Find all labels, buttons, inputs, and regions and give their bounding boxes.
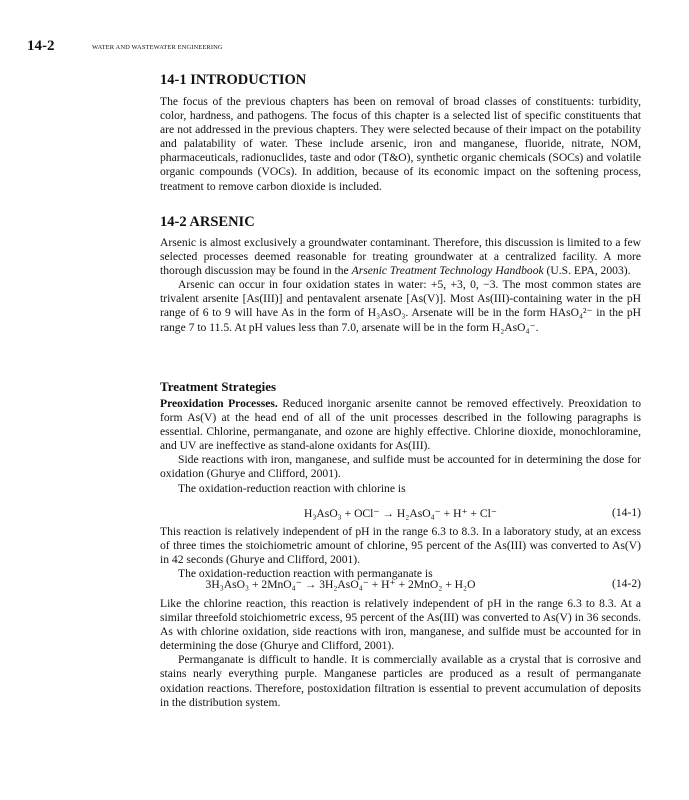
equation-number: (14-1) [612,506,641,519]
run-in-heading: Preoxidation Processes. [160,397,278,410]
reference-title: Arsenic Treatment Technology Handbook [351,264,544,278]
paragraph: The focus of the previous chapters has been on removal of broad classes of constituents: turbidity, color, hardness, and pathogens. The focus of this chapter is a selected list of specific constituents that are not addressed in the previous chapters. They were selected because of their impact on the potability and palatability of water. These include arsenic, iron and manganese, fluoride, nitrate, NOM, pharmaceuticals, radionuclides, taste and odor (T&O), synthetic organic chemicals (SOCs) and volatile organic compounds (VOCs). In addition, because of its economic impact on the softening process, treatment to remove carbon dioxide is included. [160,95,641,193]
section-heading-introduction: 14-1 INTRODUCTION [160,72,307,88]
treatment-body-3 [160,597,641,710]
paragraph: The oxidation-reduction reaction with permanganate is [178,567,433,581]
equation-formula: 3H₃AsO₃ + 2MnO₄⁻ → 3H₂AsO₄⁻ + H⁺ + 2MnO₂ + H₂O [205,578,476,591]
intro-body [160,95,641,194]
paragraph [160,236,641,278]
paragraph: Permanganate is difficult to handle. It is commercially available as a crystal that is corrosive and stains nearly everything purple. Manganese particles are produced as a result of permanganate oxidation reactions. Therefore, postoxidation filtration is essential to prevent accumulation of deposits in the distribution system. [160,653,641,709]
running-head: WATER AND WASTEWATER ENGINEERING [92,44,223,51]
paragraph: Side reactions with iron, manganese, and sulfide must be accounted for in determining the dose for oxidation (Ghurye and Clifford, 2001). [160,453,641,481]
section-heading-arsenic: 14-2 ARSENIC [160,214,255,230]
paragraph [160,397,641,453]
arsenic-body [160,236,641,335]
text: (U.S. EPA, 2003). [543,264,631,278]
treatment-body-2 [160,525,641,581]
subsection-heading-treatment: Treatment Strategies [160,379,277,394]
paragraph: The oxidation-reduction reaction with chlorine is [178,481,406,495]
page-number: 14-2 [27,38,55,54]
text: Arsenic is almost exclusively a groundwater contaminant. Therefore, this discussion is limited to a few selected processes deemed reasonable for treating groundwater at a centralized facility. A more thorough discussion may be found in the [160,236,641,278]
equation-formula: H₃AsO₃ + OCl⁻ → H₂AsO₄⁻ + H⁺ + Cl⁻ [304,507,497,520]
paragraph: This reaction is relatively independent of pH in the range 6.3 to 8.3. In a laboratory study, at an excess of three times the stoichiometric amount of chlorine, 95 percent of the As(III) was converted to As(V) in 42 seconds (Ghurye and Clifford, 2001). [160,525,641,567]
treatment-body-1 [160,397,641,496]
text: Reduced inorganic arsenite cannot be removed effectively. Preoxidation to form As(V) at the head end of all of the unit processes described in the following paragraphs is essential. Chlorine, permanganate, and ozone are highly effective. Chlorine dioxide, monochloramine, and UV are ineffective as stand-alone oxidants for As(III). [160,397,641,453]
paragraph: Like the chlorine reaction, this reaction is relatively independent of pH in the range 6.3 to 8.3. At a similar threefold stoichiometric excess, 95 percent of the As(III) was converted to As(V) in 36 seconds. As with chlorine oxidation, side reactions with iron, manganese, and sulfide must be accounted for in determining the dose (Ghurye and Clifford, 2001). [160,597,641,653]
equation-number: (14-2) [612,577,641,590]
paragraph: Arsenic can occur in four oxidation states in water: +5, +3, 0, −3. The most common states are trivalent arsenite [As(III)] and pentavalent arsenate [As(V)]. Most As(III)-containing water in the pH range of 6 to 9 will have As in the form of H₃AsO₃. Arsenate will be in the form HAsO₄²⁻ in the pH range 7 to 11.5. At pH values less than 7.0, arsenate will be in the form H₂AsO₄⁻. [160,278,641,334]
